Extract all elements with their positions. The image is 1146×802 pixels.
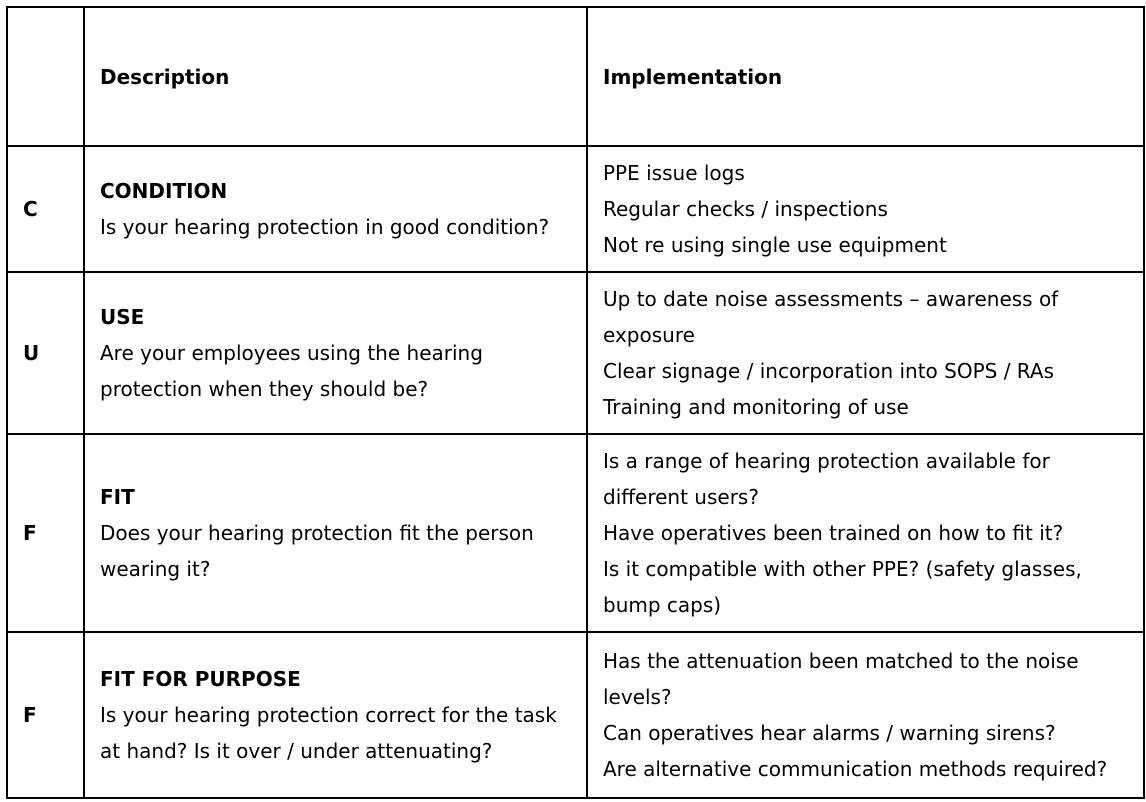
implementation-cell [587,434,1144,632]
row-letter: C [7,146,84,272]
description-cell [84,434,587,632]
implementation-item: Has the attenuation been matched to the noise levels? [603,649,1079,709]
description-cell [84,146,587,272]
implementation-item: Can operatives hear alarms / warning sirens? [603,721,1056,745]
implementation-item: Clear signage / incorporation into SOPS / RAs [603,359,1054,383]
implementation-cell [587,146,1144,272]
row-letter: F [7,632,84,798]
row-description: Are your employees using the hearing protection when they should be? [100,341,483,401]
implementation-item: Not re using single use equipment [603,233,947,257]
implementation-item: Is a range of hearing protection available for different users? [603,449,1050,509]
row-letter: U [7,272,84,434]
description-cell [84,632,587,798]
table-row [7,632,1144,798]
implementation-cell [587,272,1144,434]
row-letter: F [7,434,84,632]
implementation-item: Are alternative communication methods required? [603,757,1108,781]
table-header-row [7,7,1144,146]
row-description: Is your hearing protection correct for the task at hand? Is it over / under attenuating? [100,703,557,763]
implementation-item: Have operatives been trained on how to fit it? [603,521,1064,545]
implementation-item: Up to date noise assessments – awareness of exposure [603,287,1059,347]
row-title: FIT FOR PURPOSE [100,667,301,691]
cuff-table [6,6,1145,799]
table-row [7,434,1144,632]
header-implementation: Implementation [587,7,1144,146]
row-description: Is your hearing protection in good condition? [100,215,550,239]
header-description: Description [84,7,587,146]
row-title: CONDITION [100,179,228,203]
table-row [7,272,1144,434]
row-description: Does your hearing protection fit the person wearing it? [100,521,534,581]
description-cell [84,272,587,434]
row-title: FIT [100,485,135,509]
implementation-cell [587,632,1144,798]
implementation-item: PPE issue logs [603,161,745,185]
implementation-item: Regular checks / inspections [603,197,888,221]
row-title: USE [100,305,145,329]
header-letter-cell [7,7,84,146]
implementation-item: Is it compatible with other PPE? (safety glasses, bump caps) [603,557,1082,617]
table-row [7,146,1144,272]
implementation-item: Training and monitoring of use [603,395,909,419]
